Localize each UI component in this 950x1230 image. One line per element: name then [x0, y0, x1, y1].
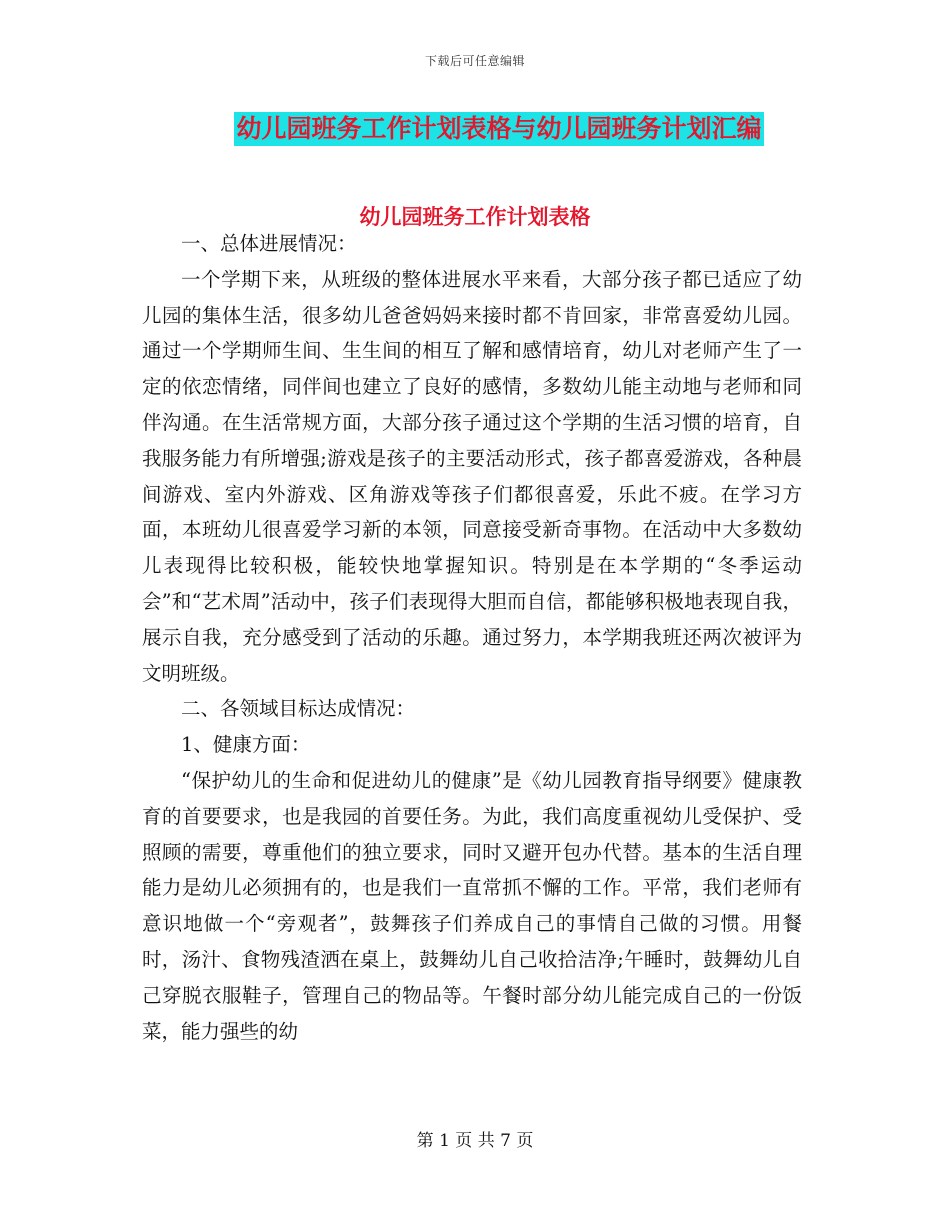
document-title-container: [0, 112, 950, 146]
paragraph-health: “保护幼儿的生命和促进幼儿的健康”是《幼儿园教育指导纲要》健康教育的首要要求，也是我园的首要任务。为此，我们高度重视幼儿受保护、受照顾的需要，尊重他们的独立要求，同时又避开包办代替。基本的生活自理能力是幼儿必须拥有的，也是我们一直常抓不懈的工作。平常，我们老师有意识地做一个“旁观者”，鼓舞孩子们养成自己的事情自己做的习惯。用餐时，汤汁、食物残渣洒在桌上，鼓舞幼儿自己收拾洁净;午睡时，鼓舞幼儿自己穿脱衣服鞋子，管理自己的物品等。午餐时部分幼儿能完成自己的一份饭菜，能力强些的幼: [142, 768, 802, 1043]
page-header-note: 下载后可任意编辑: [424, 54, 525, 68]
heading-domain-goals: 二、各领域目标达成情况：: [181, 697, 416, 721]
heading-overall-progress: 一、总体进展情况：: [181, 232, 357, 255]
document-body: [142, 226, 802, 1049]
paragraph-overall-progress: 一个学期下来，从班级的整体进展水平来看，大部分孩子都已适应了幼儿园的集体生活，很多幼儿爸爸妈妈来接时都不肯回家，非常喜爱幼儿园。通过一个学期师生间、生生间的相互了解和感情培育，幼儿对老师产生了一定的依恋情绪，同伴间也建立了良好的感情，多数幼儿能主动地与老师和同伴沟通。在生活常规方面，大部分孩子通过这个学期的生活习惯的培育，自我服务能力有所增强;游戏是孩子的主要活动形式，孩子都喜爱游戏，各种晨间游戏、室内外游戏、区角游戏等孩子们都很喜爱，乐此不疲。在学习方面，本班幼儿很喜爱学习新的本领，同意接受新奇事物。在活动中大多数幼儿表现得比较积极，能较快地掌握知识。特别是在本学期的“冬季运动会”和“艺术周”活动中，孩子们表现得大胆而自信，都能够积极地表现自我，展示自我，充分感受到了活动的乐趣。通过努力，本学期我班还两次被评为文明班级。: [142, 267, 802, 685]
page-number: 第 1 页 共 7 页: [416, 1131, 534, 1151]
heading-health: 1、健康方面：: [181, 733, 311, 757]
section-title: 幼儿园班务工作计划表格: [359, 205, 591, 229]
document-title: 幼儿园班务工作计划表格与幼儿园班务计划汇编: [234, 112, 763, 146]
